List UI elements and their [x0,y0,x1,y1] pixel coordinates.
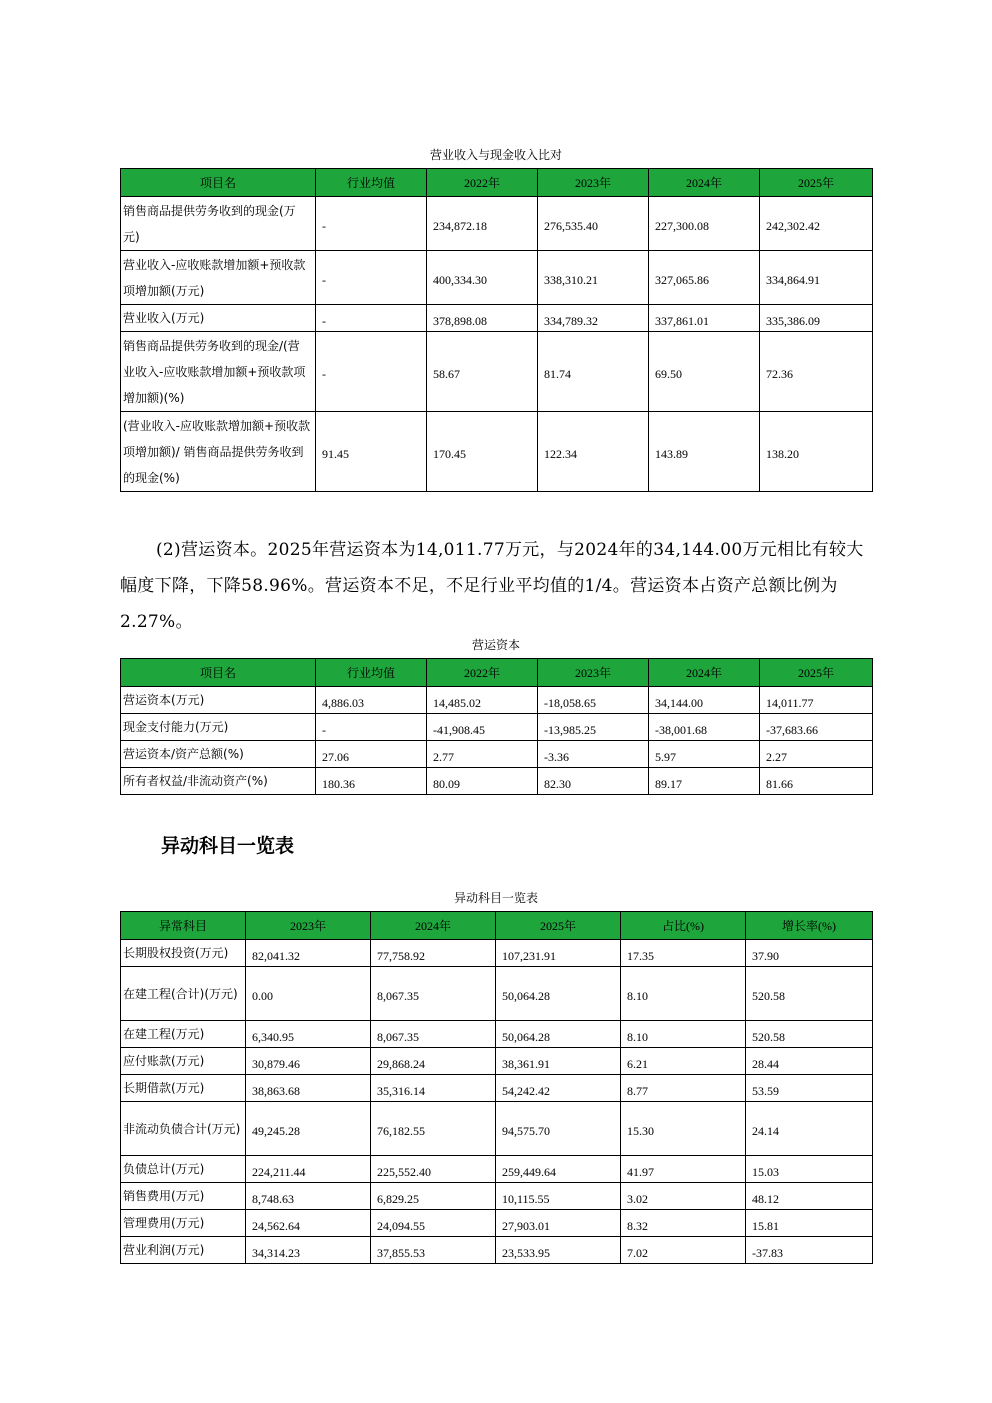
cell-value: 50,064.28 [496,1021,621,1048]
cell-value: 227,300.08 [649,197,760,251]
cell-value: -41,908.45 [427,714,538,741]
cell-value: 41.97 [621,1156,746,1183]
cell-value: 15.03 [746,1156,873,1183]
table-row [121,1156,873,1183]
column-header: 2022年 [427,169,538,197]
column-header: 行业均值 [316,659,427,687]
working-capital-table [120,658,873,795]
cell-value: 14,485.02 [427,687,538,714]
row-label: 在建工程(万元) [121,1021,246,1048]
cell-value: 5.97 [649,741,760,768]
table-row [121,1048,873,1075]
row-label: 在建工程(合计)(万元) [121,967,246,1021]
cell-value: -18,058.65 [538,687,649,714]
cell-value: 138.20 [760,412,873,492]
cell-value: 81.74 [538,332,649,412]
cell-value: 15.81 [746,1210,873,1237]
cell-value: 34,144.00 [649,687,760,714]
column-header: 2025年 [760,169,873,197]
column-header: 2024年 [649,659,760,687]
table-row [121,1102,873,1156]
row-label: 非流动负债合计(万元) [121,1102,246,1156]
table-row [121,1021,873,1048]
table-row [121,197,873,251]
cell-value: 30,879.46 [246,1048,371,1075]
cell-value: -37.83 [746,1237,873,1264]
cell-value: 7.02 [621,1237,746,1264]
cell-value: 37.90 [746,940,873,967]
cell-value: - [316,714,427,741]
table-row [121,1237,873,1264]
column-header: 2023年 [538,169,649,197]
table-row [121,714,873,741]
table-row [121,1075,873,1102]
cell-value: 28.44 [746,1048,873,1075]
cell-value: 76,182.55 [371,1102,496,1156]
table-row [121,1183,873,1210]
cell-value: 400,334.30 [427,251,538,305]
row-label: 负债总计(万元) [121,1156,246,1183]
table-row [121,967,873,1021]
column-header: 2024年 [371,912,496,940]
table-header-row [121,912,873,940]
cell-value: 6,340.95 [246,1021,371,1048]
cell-value: - [316,332,427,412]
cell-value: 520.58 [746,1021,873,1048]
table-row [121,332,873,412]
cell-value: 6,829.25 [371,1183,496,1210]
table-row [121,251,873,305]
cell-value: -38,001.68 [649,714,760,741]
cell-value: 8,067.35 [371,1021,496,1048]
cell-value: 58.67 [427,332,538,412]
cell-value: 50,064.28 [496,967,621,1021]
row-label: 销售商品提供劳务收到的现金(万元) [121,197,316,251]
column-header: 异常科目 [121,912,246,940]
cell-value: 24.14 [746,1102,873,1156]
table-row [121,412,873,492]
cell-value: 14,011.77 [760,687,873,714]
cell-value: 8.77 [621,1075,746,1102]
table-row [121,768,873,795]
cell-value: 24,562.64 [246,1210,371,1237]
cell-value: 520.58 [746,967,873,1021]
cell-value: 2.77 [427,741,538,768]
cell-value: 37,855.53 [371,1237,496,1264]
column-header: 2022年 [427,659,538,687]
cell-value: 38,361.91 [496,1048,621,1075]
cell-value: 3.02 [621,1183,746,1210]
table-row [121,741,873,768]
cell-value: 27,903.01 [496,1210,621,1237]
working-capital-paragraph: (2)营运资本。2025年营运资本为14,011.77万元，与2024年的34,144.00万元相比有较大幅度下降，下降58.96%。营运资本不足，不足行业平均值的1/4。营运资本占资产总额比例为2.27%。 [120,540,864,632]
table-row [121,940,873,967]
row-label: 所有者权益/非流动资产(%) [121,768,316,795]
row-label: 营业收入-应收账款增加额+预收款项增加额(万元) [121,251,316,305]
cell-value: 180.36 [316,768,427,795]
row-label: 管理费用(万元) [121,1210,246,1237]
cell-value: -37,683.66 [760,714,873,741]
row-label: 营运资本/资产总额(%) [121,741,316,768]
cell-value: 8.32 [621,1210,746,1237]
cell-value: -13,985.25 [538,714,649,741]
section-heading: 异动科目一览表 [161,835,295,857]
column-header: 增长率(%) [746,912,873,940]
table-header-row [121,659,873,687]
cell-value: 27.06 [316,741,427,768]
cell-value: -3.36 [538,741,649,768]
cell-value: 80.09 [427,768,538,795]
table-caption-revenue-cash: 营业收入与现金收入比对 [429,148,562,162]
column-header: 2023年 [246,912,371,940]
cell-value: 334,789.32 [538,305,649,332]
cell-value: 35,316.14 [371,1075,496,1102]
cell-value: - [316,305,427,332]
cell-value: 337,861.01 [649,305,760,332]
table-row [121,1210,873,1237]
column-header: 2024年 [649,169,760,197]
revenue-cash-comparison-table [120,168,873,492]
cell-value: 81.66 [760,768,873,795]
row-label: 长期股权投资(万元) [121,940,246,967]
cell-value: 276,535.40 [538,197,649,251]
row-label: 营业利润(万元) [121,1237,246,1264]
cell-value: 8,067.35 [371,967,496,1021]
cell-value: 23,533.95 [496,1237,621,1264]
cell-value: 49,245.28 [246,1102,371,1156]
table-caption-working-capital: 营运资本 [471,638,520,652]
column-header: 2025年 [496,912,621,940]
cell-value: 0.00 [246,967,371,1021]
row-label: 营运资本(万元) [121,687,316,714]
cell-value: 2.27 [760,741,873,768]
column-header: 行业均值 [316,169,427,197]
cell-value: 259,449.64 [496,1156,621,1183]
column-header: 占比(%) [621,912,746,940]
table-caption-abnormal-items: 异动科目一览表 [453,891,538,905]
column-header: 项目名 [121,169,316,197]
cell-value: 242,302.42 [760,197,873,251]
row-label: 长期借款(万元) [121,1075,246,1102]
cell-value: 8,748.63 [246,1183,371,1210]
cell-value: - [316,251,427,305]
cell-value: 48.12 [746,1183,873,1210]
row-label: 销售商品提供劳务收到的现金/(营业收入-应收账款增加额+预收款项增加额)(%) [121,332,316,412]
cell-value: - [316,197,427,251]
cell-value: 170.45 [427,412,538,492]
cell-value: 338,310.21 [538,251,649,305]
column-header: 2023年 [538,659,649,687]
cell-value: 327,065.86 [649,251,760,305]
cell-value: 69.50 [649,332,760,412]
cell-value: 15.30 [621,1102,746,1156]
column-header: 项目名 [121,659,316,687]
cell-value: 53.59 [746,1075,873,1102]
cell-value: 6.21 [621,1048,746,1075]
cell-value: 234,872.18 [427,197,538,251]
cell-value: 10,115.55 [496,1183,621,1210]
cell-value: 334,864.91 [760,251,873,305]
table-row [121,305,873,332]
cell-value: 224,211.44 [246,1156,371,1183]
cell-value: 4,886.03 [316,687,427,714]
cell-value: 8.10 [621,1021,746,1048]
cell-value: 8.10 [621,967,746,1021]
cell-value: 89.17 [649,768,760,795]
cell-value: 77,758.92 [371,940,496,967]
cell-value: 378,898.08 [427,305,538,332]
row-label: 现金支付能力(万元) [121,714,316,741]
cell-value: 335,386.09 [760,305,873,332]
row-label: (营业收入-应收账款增加额+预收款项增加额)/ 销售商品提供劳务收到的现金(%) [121,412,316,492]
table-header-row [121,169,873,197]
cell-value: 34,314.23 [246,1237,371,1264]
column-header: 2025年 [760,659,873,687]
cell-value: 91.45 [316,412,427,492]
cell-value: 225,552.40 [371,1156,496,1183]
table-row [121,687,873,714]
cell-value: 107,231.91 [496,940,621,967]
cell-value: 72.36 [760,332,873,412]
cell-value: 82,041.32 [246,940,371,967]
cell-value: 54,242.42 [496,1075,621,1102]
row-label: 营业收入(万元) [121,305,316,332]
cell-value: 29,868.24 [371,1048,496,1075]
abnormal-items-table [120,911,873,1264]
cell-value: 143.89 [649,412,760,492]
cell-value: 24,094.55 [371,1210,496,1237]
row-label: 应付账款(万元) [121,1048,246,1075]
cell-value: 122.34 [538,412,649,492]
cell-value: 94,575.70 [496,1102,621,1156]
cell-value: 17.35 [621,940,746,967]
cell-value: 38,863.68 [246,1075,371,1102]
row-label: 销售费用(万元) [121,1183,246,1210]
cell-value: 82.30 [538,768,649,795]
